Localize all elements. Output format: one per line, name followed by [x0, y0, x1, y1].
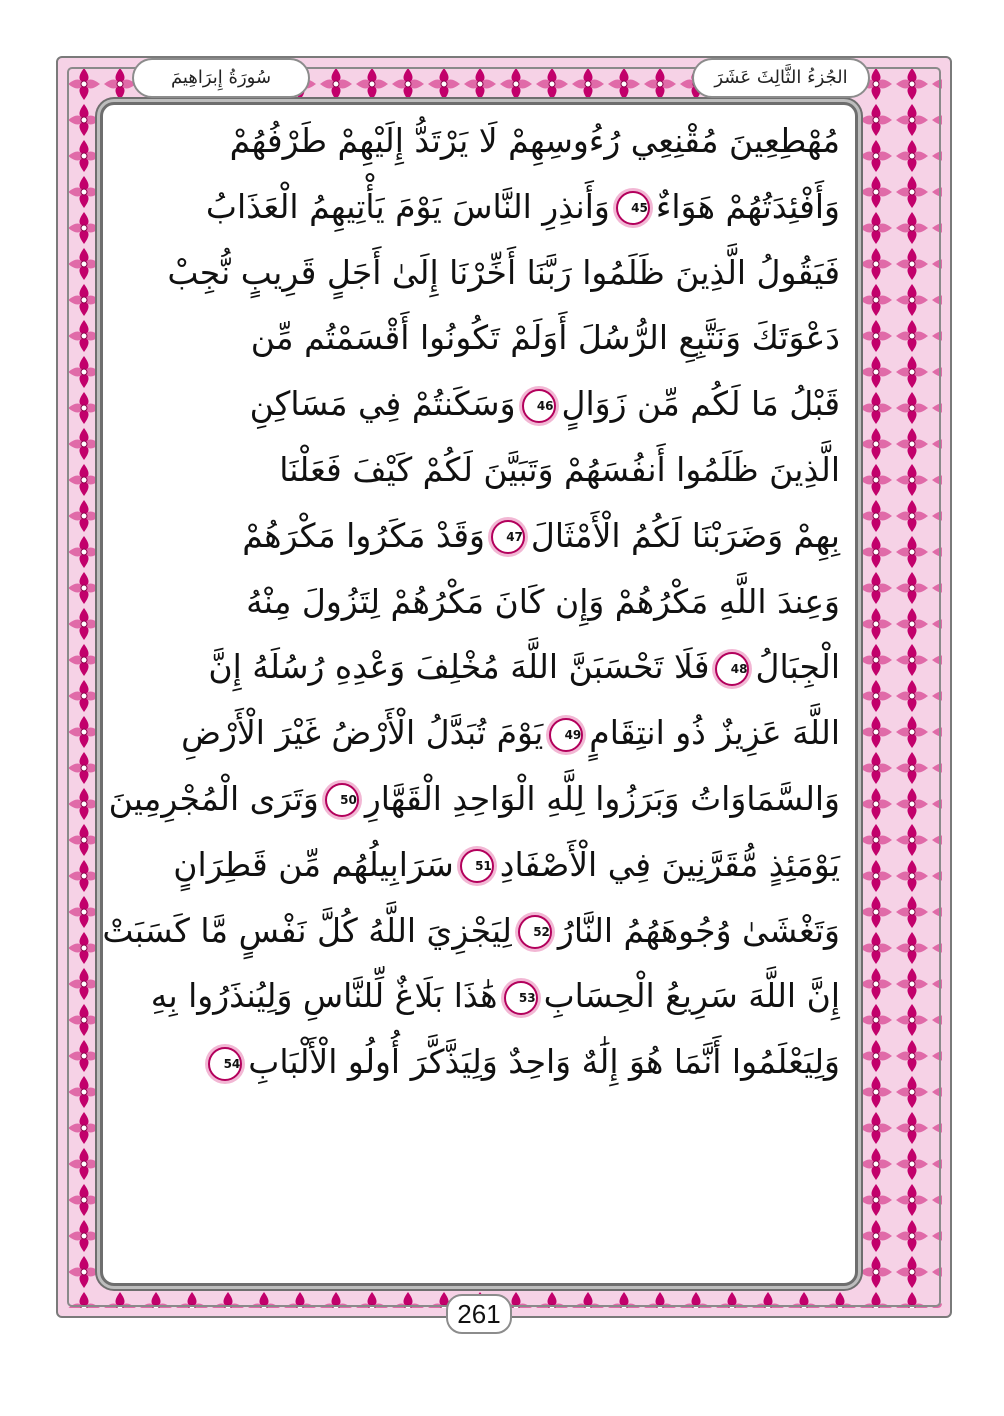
verse-number-marker: 48 [715, 652, 749, 686]
text-line: بِهِمْ وَضَرَبْنَا لَكُمُ الْأَمْثَالَ47وَقَدْ مَكَرُوا مَكْرَهُمْ [242, 515, 840, 555]
quran-text [102, 108, 854, 1095]
page-number: 261 [446, 1294, 512, 1334]
text-line: الْجِبَالُ48فَلَا تَحْسَبَنَّ اللَّهَ مُخْلِفَ وَعْدِهِ رُسُلَهُ إِنَّ [208, 647, 840, 687]
text-line: وَلِيَعْلَمُوا أَنَّمَا هُوَ إِلَٰهٌ وَاحِدٌ وَلِيَذَّكَّرَ أُولُو الْأَلْبَابِ54 [108, 1029, 854, 1095]
text-line: وَتَغْشَىٰ وُجُوهَهُمُ النَّارُ52لِيَجْزِيَ اللَّهُ كُلَّ نَفْسٍ مَّا كَسَبَتْ [102, 910, 840, 950]
verse-number-marker: 49 [549, 718, 583, 752]
verse-number-marker: 53 [504, 981, 538, 1015]
text-line: مُهْطِعِينَ مُقْنِعِي رُءُوسِهِمْ لَا يَرْتَدُّ إِلَيْهِمْ طَرْفُهُمْ [229, 121, 840, 160]
text-line: إِنَّ اللَّهَ سَرِيعُ الْحِسَابِ53هَٰذَا بَلَاغٌ لِّلنَّاسِ وَلِيُنذَرُوا بِهِ [150, 976, 840, 1016]
verse-number-marker: 47 [491, 520, 525, 554]
text-line: يَوْمَئِذٍ مُّقَرَّنِينَ فِي الْأَصْفَادِ51سَرَابِيلُهُم مِّن قَطِرَانٍ [173, 844, 840, 884]
text-line: فَيَقُولُ الَّذِينَ ظَلَمُوا رَبَّنَا أَخِّرْنَا إِلَىٰ أَجَلٍ قَرِيبٍ نُّجِبْ [167, 252, 840, 292]
text-line: وَأَفْئِدَتُهُمْ هَوَاءٌ45وَأَنذِرِ النَّاسَ يَوْمَ يَأْتِيهِمُ الْعَذَابُ [205, 186, 840, 226]
surah-label: سُورَةُ إِبرَاهِيمَ [132, 58, 310, 98]
verse-number-marker: 50 [325, 783, 359, 817]
text-line: اللَّهَ عَزِيزٌ ذُو انتِقَامٍ49يَوْمَ تُبَدَّلُ الْأَرْضُ غَيْرَ الْأَرْضِ [181, 713, 840, 753]
text-line: وَعِندَ اللَّهِ مَكْرُهُمْ وَإِن كَانَ مَكْرُهُمْ لِتَزُولَ مِنْهُ [246, 581, 840, 621]
juz-label: الجُزءُ الثَّالِثَ عَشَرَ [692, 58, 870, 98]
text-line: وَالسَّمَاوَاتُ وَبَرَزُوا لِلَّهِ الْوَاحِدِ الْقَهَّارِ50وَتَرَى الْمُجْرِمِينَ [108, 778, 840, 818]
verse-number-marker: 46 [522, 389, 556, 423]
text-line: الَّذِينَ ظَلَمُوا أَنفُسَهُمْ وَتَبَيَّنَ لَكُمْ كَيْفَ فَعَلْنَا [279, 449, 840, 489]
verse-number-marker: 45 [616, 191, 650, 225]
verse-number-marker: 51 [460, 849, 494, 883]
text-line: دَعْوَتَكَ وَنَتَّبِعِ الرُّسُلَ أَوَلَمْ تَكُونُوا أَقْسَمْتُم مِّن [250, 318, 840, 358]
verse-number-marker: 54 [208, 1047, 242, 1081]
verse-number-marker: 52 [518, 915, 552, 949]
text-line: قَبْلُ مَا لَكُم مِّن زَوَالٍ46وَسَكَنتُمْ فِي مَسَاكِنِ [249, 384, 840, 424]
